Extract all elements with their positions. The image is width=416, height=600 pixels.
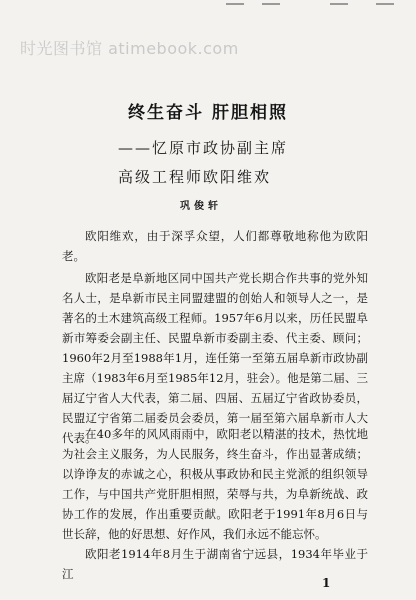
body-paragraph: 在40多年的风风雨雨中，欧阳老以精湛的技术，热忱地为社会主义服务，为人民服务，终生奋斗，作出显著成绩；以诤诤友的赤诚之心，积极从事政协和民主党派的组织领导工作，与中国共产党肝胆相照，荣辱与共，为阜新统战、政协工作的发展，作出重要贡献。欧阳老于1991年8月6日与世长辞，他的好思想、好作风，我们永远不能忘怀。 <box>62 427 368 541</box>
body-paragraph: 欧阳老1914年8月生于湖南省宁远县，1934年毕业于江 <box>62 547 368 581</box>
top-edge-mark <box>226 3 244 5</box>
top-edge-mark <box>330 3 348 5</box>
page-number: 1 <box>322 576 331 590</box>
watermark: 时光图书馆 atimebook.com <box>20 39 239 58</box>
body-paragraph: 欧阳老是阜新地区同中国共产党长期合作共事的党外知名人士，是阜新市民主同盟建盟的创始人和领导人之一，是著名的土木建筑高级工程师。1957年6月以来，历任民盟阜新市筹委会副主任、民盟阜新市委副主委、代主委、顾问；1960年2月至1988年1月，连任第一至第五届阜新市政协副主席（1983年6月至1985年12月，驻会）。他是第二届、三届辽宁省人大代表，第二届、四届、五届辽宁省政协委员，民盟辽宁省第二届委员会委员，第一届至第六届阜新市人大代表。 <box>62 271 368 445</box>
article-subtitle-line1: ——忆原市政协副主席 <box>118 139 289 157</box>
top-edge-mark <box>376 3 394 5</box>
article-subtitle-line2: 高级工程师欧阳维欢 <box>118 168 272 186</box>
body-paragraph: 欧阳维欢，由于深孚众望，人们都尊敬地称他为欧阳老。 <box>62 229 368 263</box>
top-edge-mark <box>262 3 280 5</box>
article-title: 终生奋斗 肝胆相照 <box>128 103 288 123</box>
article-author: 巩俊轩 <box>180 201 222 212</box>
